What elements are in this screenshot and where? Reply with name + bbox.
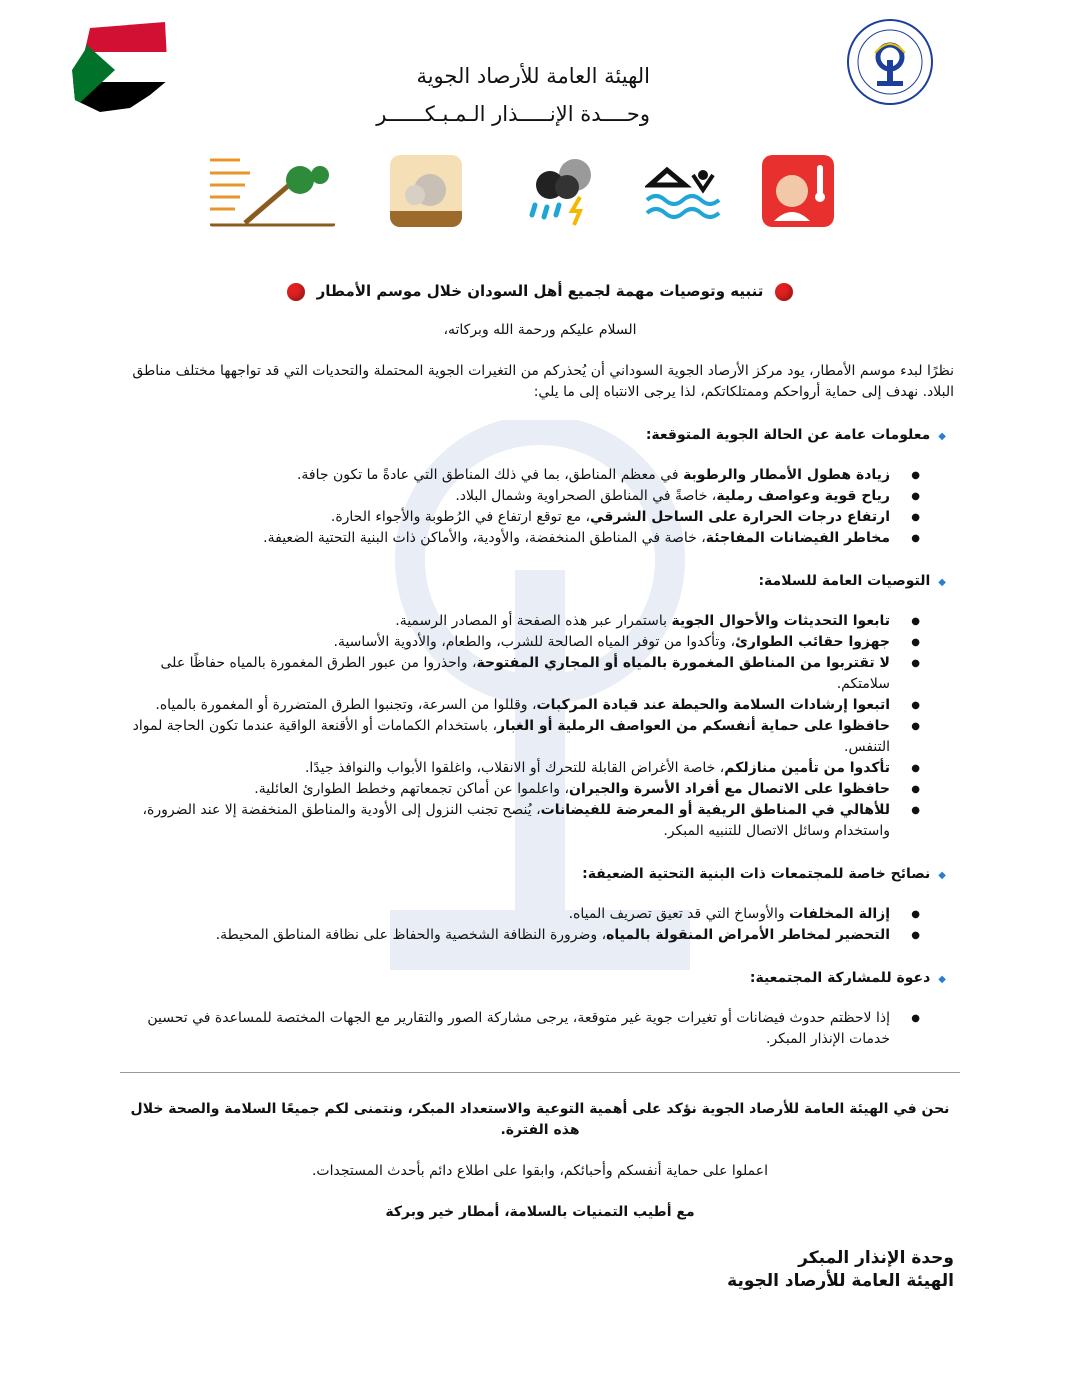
section-heading-infrastructure: ◆نصائح خاصة للمجتمعات ذات البنية التحتية الضعيفة: [582, 866, 946, 882]
weather-info-list [126, 465, 954, 549]
list-item: ● للأهالي في المناطق الريفية أو المعرضة للفيضانات، يُنصح تجنب النزول إلى الأودية والمناطق المنخفضة إلا عند الضرورة، واستخدام وسائل الاتصال للتنبيه المبكر. [126, 800, 890, 842]
red-circle-icon [287, 283, 305, 301]
alert-title-line [126, 278, 954, 304]
diamond-bullet-icon: ◆ [938, 431, 946, 442]
greeting: السلام عليكم ورحمة الله وبركاته، [443, 322, 637, 338]
intro-paragraph: نظرًا لبدء موسم الأمطار، يود مركز الأرصاد الجوية السوداني أن يُحذركم من التغيرات الجوية المحتملة والتحديات التي قد تواجهها مختلف مناطق البلاد. نهدف إلى حماية أرواحكم وممتلكاتكم، لذا يرجى الانتباه إلى ما يلي: [132, 363, 954, 400]
section-heading-safety: ◆التوصيات العامة للسلامة: [758, 573, 946, 589]
list-item: ● لا تقتربوا من المناطق المغمورة بالمياه أو المجاري المفتوحة، واحذروا من عبور الطرق المغمورة بالمياه حفاظًا على سلامتكم. [126, 653, 890, 695]
closing-statement: نحن في الهيئة العامة للأرصاد الجوية نؤكد على أهمية التوعية والاستعداد المبكر، ونتمنى لكم جميعًا السلامة والصحة خلال هذه الفترة. [130, 1101, 950, 1138]
document-body [126, 278, 954, 1333]
list-item: ● التحضير لمخاطر الأمراض المنقولة بالمياه، وضرورة النظافة الشخصية والحفاظ على نظافة المناطق المحيطة. [126, 925, 890, 946]
closing-advice: اعملوا على حماية أنفسكم وأحبائكم، وابقوا على اطلاع دائم بأحدث المستجدات. [311, 1163, 769, 1179]
list-item: ● جهزوا حقائب الطوارئ، وتأكدوا من توفر المياه الصالحة للشرب، والطعام، والأدوية الأساسية. [126, 632, 890, 653]
list-item: ● حافظوا على حماية أنفسكم من العواصف الرملية أو الغبار، باستخدام الكمامات أو الأقنعة الواقية عندما تكون الحاجة لمواد التنفس. [126, 716, 890, 758]
community-list [126, 1008, 954, 1050]
dust-storm-icon [390, 155, 462, 227]
heat-wave-icon [762, 155, 834, 227]
alert-title: تنبيه وتوصيات مهمة لجميع أهل السودان خلال موسم الأمطار [316, 282, 764, 300]
list-item: ● تابعوا التحديثات والأحوال الجوية باستمرار عبر هذه الصفحة أو المصادر الرسمية. [126, 611, 890, 632]
organization-name: الهيئة العامة للأرصاد الجوية [416, 64, 650, 88]
divider [120, 1072, 960, 1073]
sudan-map-flag-logo [70, 20, 170, 115]
diamond-bullet-icon: ◆ [938, 870, 946, 881]
flood-icon [645, 155, 720, 227]
signature-unit: وحدة الإنذار المبكر [798, 1248, 954, 1268]
safety-list [126, 611, 954, 842]
strong-wind-icon [205, 155, 340, 227]
signature-org: الهيئة العامة للأرصاد الجوية [727, 1271, 954, 1291]
closing-wishes: مع أطيب التمنيات بالسلامة، أمطار خير وبركة [385, 1204, 695, 1220]
red-circle-icon [775, 283, 793, 301]
diamond-bullet-icon: ◆ [938, 577, 946, 588]
section-heading-community: ◆دعوة للمشاركة المجتمعية: [749, 970, 946, 986]
list-item: ● رياح قوية وعواصف رملية، خاصةً في المناطق الصحراوية وشمال البلاد. [126, 486, 890, 507]
list-item: ● إذا لاحظتم حدوث فيضانات أو تغيرات جوية غير متوقعة، يرجى مشاركة الصور والتقارير مع الجهات المختصة للمساعدة في تحسين خدمات الإنذار المبكر. [126, 1008, 890, 1050]
list-item: ● اتبعوا إرشادات السلامة والحيطة عند قيادة المركبات، وقللوا من السرعة، وتجنبوا الطرق المتضررة أو المغمورة بالمياه. [126, 695, 890, 716]
infrastructure-list [126, 904, 954, 946]
list-item: ● ارتفاع درجات الحرارة على الساحل الشرقي، مع توقع ارتفاع في الرُطوبة والأجواء الحارة. [126, 507, 890, 528]
section-heading-weather-info: ◆معلومات عامة عن الحالة الجوية المتوقعة: [645, 427, 946, 443]
unit-name: وحــــدة الإنـــــذار الـمـبـكــــــر [376, 102, 650, 126]
list-item: ● حافظوا على الاتصال مع أفراد الأسرة والجيران، واعلموا عن أماكن تجمعاتهم وخطط الطوارئ العائلية. [126, 779, 890, 800]
diamond-bullet-icon: ◆ [938, 974, 946, 985]
list-item: ● مخاطر الفيضانات المفاجئة، خاصة في المناطق المنخفضة، والأودية، والأماكن ذات البنية التحتية الضعيفة. [126, 528, 890, 549]
list-item: ● إزالة المخلفات والأوساخ التي قد تعيق تصريف المياه. [126, 904, 890, 925]
list-item: ● زيادة هطول الأمطار والرطوبة في معظم المناطق، بما في ذلك المناطق التي عادةً ما تكون جافة. [126, 465, 890, 486]
list-item: ● تأكدوا من تأمين منازلكم، خاصة الأغراض القابلة للتحرك أو الانقلاب، واغلقوا الأبواب والنوافذ جيدًا. [126, 758, 890, 779]
meteorological-authority-logo [845, 15, 935, 110]
thunderstorm-rain-icon [525, 155, 605, 227]
